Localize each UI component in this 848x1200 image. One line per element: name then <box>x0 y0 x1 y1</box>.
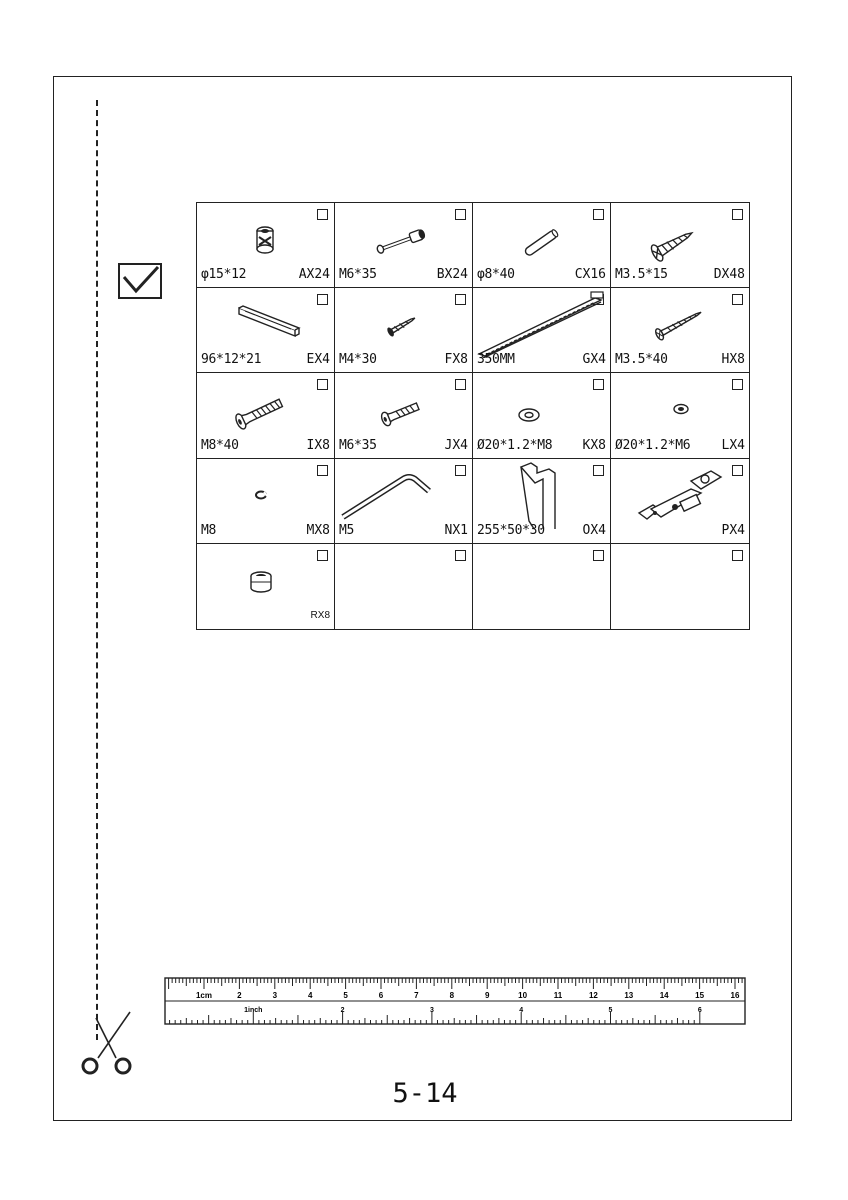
part-code: HX8 <box>721 352 745 368</box>
part-size: Ø20*1.2*M6 <box>615 437 691 453</box>
ruler-cm-label: 1cm <box>195 991 213 1000</box>
barrel-nut-icon <box>197 544 335 614</box>
part-cell <box>335 288 473 373</box>
part-code: IX8 <box>306 437 330 453</box>
part-cell <box>473 203 611 288</box>
part-code: GX4 <box>582 352 606 368</box>
small-washer-icon <box>611 373 749 443</box>
part-code: LX4 <box>721 437 745 453</box>
part-code: CX16 <box>574 267 606 283</box>
ruler-inch-label: 4 <box>519 1007 524 1014</box>
part-cell <box>611 459 749 544</box>
wooden-dowel-icon <box>473 203 611 273</box>
part-size: M6*35 <box>339 267 377 283</box>
part-cell <box>611 288 749 373</box>
part-checkbox[interactable] <box>732 550 743 561</box>
allen-key-icon <box>335 459 473 529</box>
part-cell <box>197 373 335 458</box>
page-number: 5-14 <box>392 1078 458 1109</box>
scissors-icon <box>78 1010 138 1080</box>
ruler-cm-label: 16 <box>730 991 740 1000</box>
cabinet-hinge-icon <box>611 459 749 529</box>
ruler-inch-label: 2 <box>340 1007 345 1014</box>
part-size: M8*40 <box>201 437 239 453</box>
part-size: 96*12*21 <box>201 352 262 368</box>
part-code: JX4 <box>444 437 468 453</box>
ruler-cm-label: 8 <box>449 991 455 1000</box>
part-code: NX1 <box>444 522 468 538</box>
part-code: OX4 <box>582 522 606 538</box>
drawer-slide-icon <box>473 288 611 358</box>
part-code: KX8 <box>582 437 606 453</box>
checkbox-checked-icon <box>118 263 162 299</box>
part-cell <box>473 373 611 458</box>
part-cell <box>335 544 473 629</box>
ruler-cm-label: 7 <box>414 991 419 1000</box>
part-code: BX24 <box>436 267 468 283</box>
part-code: EX4 <box>306 352 330 368</box>
ruler-cm-label: 12 <box>588 991 598 1000</box>
part-size: 350MM <box>477 352 515 368</box>
machine-bolt-small-icon <box>335 373 473 443</box>
part-cell <box>335 373 473 458</box>
handle-bar-icon <box>197 288 335 358</box>
part-size: M4*30 <box>339 352 377 368</box>
small-screw-icon <box>335 288 473 358</box>
part-cell <box>335 203 473 288</box>
part-cell <box>611 373 749 458</box>
part-cell <box>197 544 335 629</box>
cut-line <box>96 100 98 1040</box>
part-code: AX24 <box>298 267 330 283</box>
bracket-icon <box>473 459 611 529</box>
part-cell <box>473 544 611 629</box>
ruler-cm-label: 14 <box>659 991 669 1000</box>
ruler-inch-label: 5 <box>608 1007 613 1014</box>
part-code: MX8 <box>306 522 330 538</box>
ruler-cm-label: 15 <box>695 991 705 1000</box>
cam-bolt-icon <box>335 203 473 273</box>
part-cell <box>611 203 749 288</box>
ruler-cm-label: 11 <box>553 991 563 1000</box>
part-size: 255*50*30 <box>477 522 545 538</box>
ruler <box>164 977 746 1025</box>
part-code: DX48 <box>713 267 745 283</box>
part-checkbox[interactable] <box>455 550 466 561</box>
ruler-cm-label: 2 <box>237 991 242 1000</box>
part-cell <box>197 288 335 373</box>
part-cell <box>473 288 611 373</box>
spring-washer-icon <box>197 459 335 529</box>
part-size: φ15*12 <box>201 267 247 283</box>
cam-lock-icon <box>197 203 335 273</box>
ruler-inch-label: 6 <box>697 1007 702 1014</box>
ruler-inch-label: 3 <box>429 1007 434 1014</box>
part-checkbox[interactable] <box>593 550 604 561</box>
part-size: M3.5*40 <box>615 352 668 368</box>
long-screw-icon <box>611 288 749 358</box>
ruler-cm-label: 3 <box>272 991 278 1000</box>
machine-bolt-icon <box>197 373 335 443</box>
ruler-cm-label: 4 <box>307 991 313 1000</box>
ruler-cm-label: 10 <box>518 991 528 1000</box>
part-size: M3.5*15 <box>615 267 668 283</box>
part-code: PX4 <box>721 522 745 538</box>
ruler-cm-label: 9 <box>484 991 490 1000</box>
part-code: RX8 <box>310 609 330 621</box>
ruler-inch-label: 1inch <box>244 1007 263 1014</box>
part-cell <box>197 459 335 544</box>
parts-grid <box>196 202 750 630</box>
part-size: φ8*40 <box>477 267 515 283</box>
ruler-cm-label: 13 <box>624 991 634 1000</box>
part-size: M5 <box>339 522 355 538</box>
part-cell <box>473 459 611 544</box>
part-size: Ø20*1.2*M8 <box>477 437 553 453</box>
part-size: M6*35 <box>339 437 377 453</box>
countersunk-screw-icon <box>611 203 749 273</box>
part-code: FX8 <box>444 352 468 368</box>
part-cell <box>335 459 473 544</box>
part-cell <box>197 203 335 288</box>
part-size: M8 <box>201 522 217 538</box>
part-cell <box>611 544 749 629</box>
ruler-cm-label: 5 <box>343 991 348 1000</box>
flat-washer-icon <box>473 373 611 443</box>
ruler-cm-label: 6 <box>378 991 384 1000</box>
